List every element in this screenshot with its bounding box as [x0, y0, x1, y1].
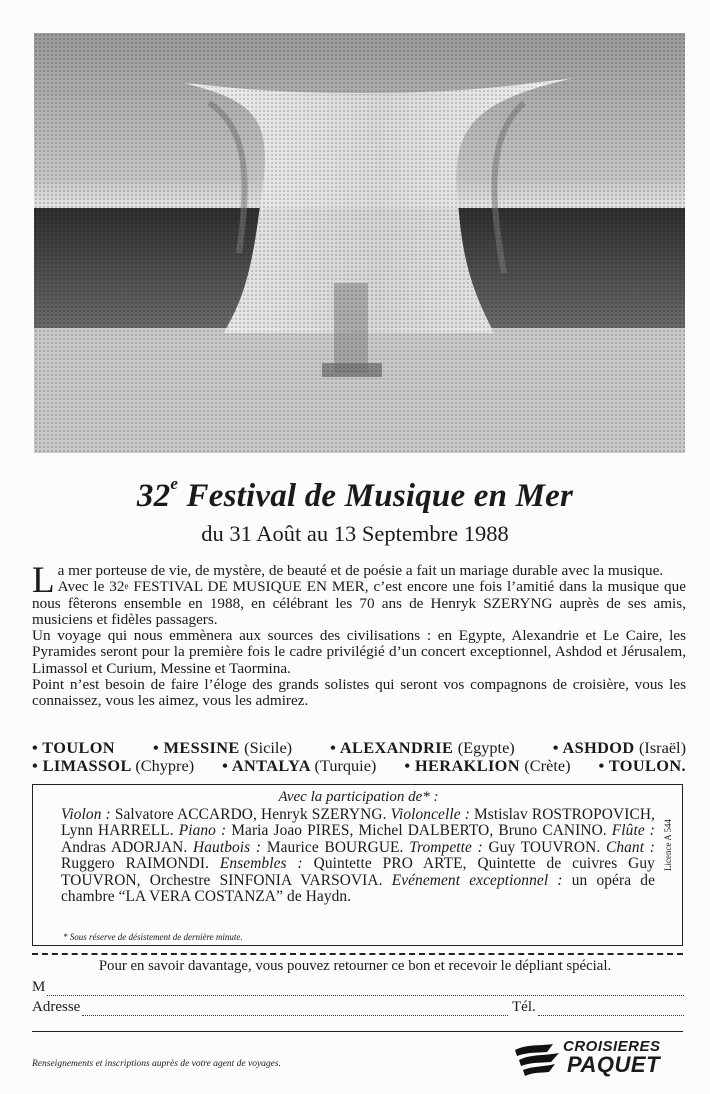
itinerary [32, 739, 686, 775]
licence-number: Licence A 544 [663, 819, 673, 871]
title-ordinal-suffix: e [170, 474, 179, 493]
stop: • TOULON [32, 738, 115, 757]
drop-cap: L [32, 560, 55, 601]
name-field[interactable]: M [32, 979, 684, 996]
stop: • LIMASSOL (Chypre) [32, 756, 195, 775]
stop: • ALEXANDRIE (Egypte) [330, 738, 515, 757]
intro-paragraph-2: Avec le 32e FESTIVAL DE MUSIQUE EN MER, c’est encore une fois l’amitié dans la musique que nous fêterons ensemble en 1988, en célébrant les 70 ans de Henryk SZERYNG auprès de ses amis, musiciens et fidèles passagers. [32, 578, 686, 628]
festival-dates: du 31 Août au 13 Septembre 1988 [201, 521, 509, 546]
logo-top-text: CROISIERES [563, 1038, 661, 1055]
croisieres-paquet-logo [513, 1038, 688, 1082]
participation-list: Violon : Salvatore ACCARDO, Henryk SZERYNG. Violoncelle : Mstislav ROSTROPOVICH, Lynn HARRELL. Piano : Maria Joao PIRES, Michel DALBERTO, Bruno CANINO. Flûte : Andras ADORJAN. Hautbois : Maurice BOURGUE. Trompette : Guy TOUVRON. Chant : Ruggero RAIMONDI. Ensembles : Quintette PRO ARTE, Quintette de cuivres Guy TOUVRON, Orchestre SINFONIA VARSOVIA. Evénement exceptionnel : un opéra de chambre “LA VERA COSTANZA” de Haydn. [61, 806, 655, 906]
name-input-line[interactable] [47, 983, 684, 996]
participation-footnote: * Sous réserve de désistement de dernière minute. [63, 932, 243, 942]
tel-input-line[interactable] [538, 1003, 684, 1016]
title-ordinal-number: 32 [136, 478, 171, 514]
intro-text [32, 560, 686, 710]
coupon-text: Pour en savoir davantage, vous pouvez retourner ce bon et recevoir le dépliant spécial. [98, 958, 612, 974]
participation-header: Avec la participation de* : [278, 789, 439, 805]
cover-photo [34, 33, 685, 453]
stop: • ANTALYA (Turquie) [222, 756, 377, 775]
title-text: Festival de Musique en Mer [186, 478, 574, 514]
itinerary-row-2 [32, 757, 686, 775]
cut-line [32, 953, 683, 955]
intro-paragraph-3: Un voyage qui nous emmènera aux sources des civilisations : en Egypte, Alexandrie et Le Caire, les Pyramides seront pour la première fois le cadre privilégié d’un concert exceptionnel, Ashdod et Jérusalem, Limassol et Curium, Messine et Taormina. [32, 627, 686, 677]
tel-field[interactable]: Tél. [512, 999, 684, 1016]
logo-bottom-text: PAQUET [567, 1052, 661, 1077]
intro-paragraph-1: La mer porteuse de vie, de mystère, de beauté et de poésie a fait un mariage durable avec la musique. [32, 560, 664, 601]
wave-logo-icon [513, 1042, 563, 1078]
intro-paragraph-4: Point n’est besoin de faire l’éloge des grands solistes qui seront vos compagnons de croisière, vous les connaissez, vous les aimez, vous les admirez. [32, 676, 686, 710]
itinerary-row-1 [32, 739, 686, 757]
address-field[interactable]: Adresse [32, 999, 508, 1016]
stop: • HERAKLION (Crète) [404, 756, 571, 775]
stop: • TOULON. [598, 756, 686, 775]
stop: • MESSINE (Sicile) [153, 738, 293, 757]
stop: • ASHDOD (Israël) [552, 738, 686, 757]
footer-rule [32, 1031, 683, 1032]
participation-box [32, 784, 683, 946]
agent-note: Renseignements et inscriptions auprès de votre agent de voyages. [32, 1059, 281, 1069]
festival-title [0, 474, 710, 515]
address-input-line[interactable] [82, 1003, 508, 1016]
